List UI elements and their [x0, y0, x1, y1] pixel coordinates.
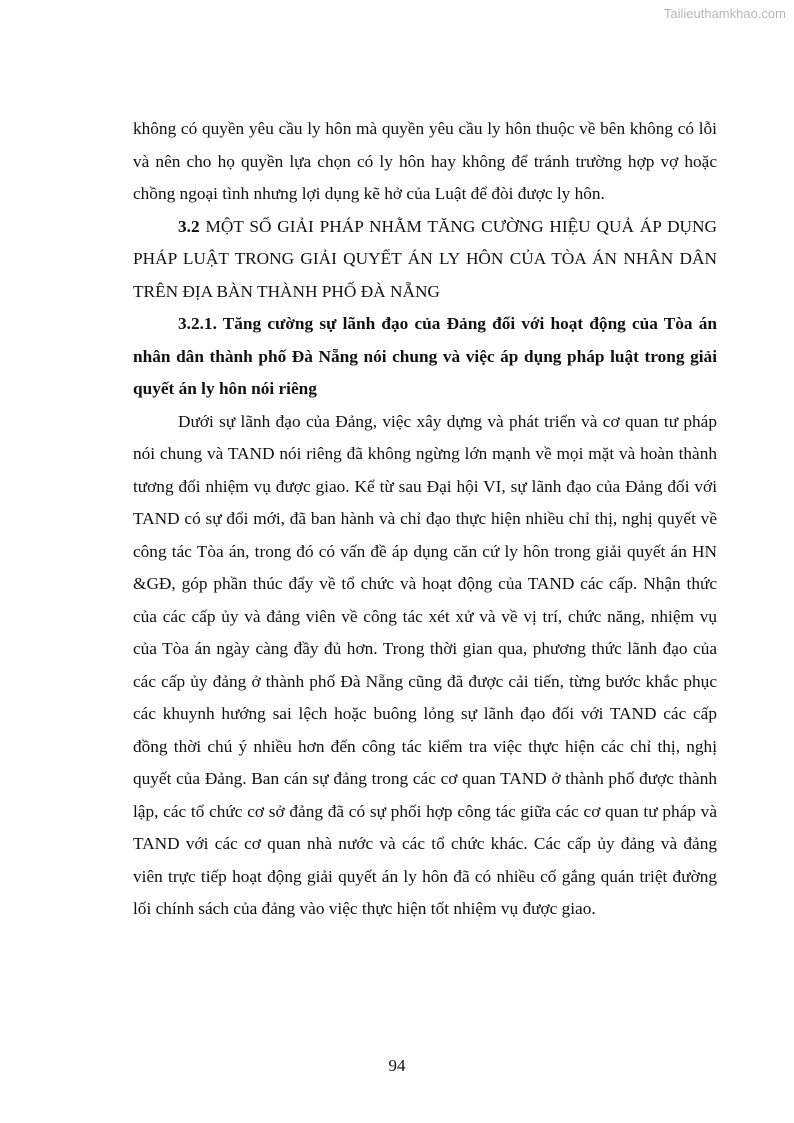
- section-number: 3.2: [178, 216, 200, 236]
- section-heading: [133, 211, 717, 309]
- watermark: Tailieuthamkhao.com: [663, 6, 786, 21]
- intro-paragraph: không có quyền yêu cầu ly hôn mà quyền yêu cầu ly hôn thuộc về bên không có lỗi và nên cho họ quyền lựa chọn có ly hôn hay không để tránh trường hợp vợ hoặc chồng ngoại tình nhưng lợi dụng kẽ hở của Luật để đòi được ly hôn.: [133, 119, 717, 203]
- body-paragraph: Dưới sự lãnh đạo của Đảng, việc xây dựng và phát triển và cơ quan tư pháp nói chung và TAND nói riêng đã không ngừng lớn mạnh về mọi mặt và hoàn thành tương đối nhiệm vụ được giao. Kể từ sau Đại hội VI, sự lãnh đạo của Đảng đối với TAND có sự đổi mới, đã ban hành và chỉ đạo thực hiện nhiều chỉ thị, nghị quyết về công tác Tòa án, trong đó có vấn đề áp dụng căn cứ ly hôn trong giải quyết án HN &GĐ, góp phần thúc đẩy về tổ chức và hoạt động của TAND các cấp. Nhận thức của các cấp ủy và đảng viên về công tác xét xử và về vị trí, chức năng, nhiệm vụ của Tòa án ngày càng đầy đủ hơn. Trong thời gian qua, phương thức lãnh đạo của các cấp ủy đảng ở thành phố Đà Nẵng cũng đã được cải tiến, từng bước khắc phục các khuynh hướng sai lệch hoặc buông lỏng sự lãnh đạo đối với TAND các cấp đồng thời chú ý nhiều hơn đến công tác kiểm tra việc thực hiện các chỉ thị, nghị quyết của Đảng. Ban cán sự đảng trong các cơ quan TAND ở thành phố được thành lập, các tổ chức cơ sở đảng đã có sự phối hợp công tác giữa các cơ quan tư pháp và TAND với các cơ quan nhà nước và các tổ chức khác. Các cấp ủy đảng và đảng viên trực tiếp hoạt động giải quyết án ly hôn đã có nhiều cố gắng quán triệt đường lối chính sách của đảng vào việc thực hiện tốt nhiệm vụ được giao.: [133, 411, 717, 918]
- section-title: MỘT SỐ GIẢI PHÁP NHẰM TĂNG CƯỜNG HIỆU QUẢ ÁP DỤNG PHÁP LUẬT TRONG GIẢI QUYẾT ÁN LY HÔN CỦA TÒA ÁN NHÂN DÂN TRÊN ĐỊA BÀN THÀNH PHỐ ĐÀ NẴNG: [133, 216, 717, 301]
- subsection-heading: 3.2.1. Tăng cường sự lãnh đạo của Đảng đối với hoạt động của Tòa án nhân dân thành phố Đà Nẵng nói chung và việc áp dụng pháp luật trong giải quyết án ly hôn nói riêng: [133, 314, 717, 398]
- page-number: 94: [388, 1056, 406, 1075]
- document-body: [133, 113, 717, 926]
